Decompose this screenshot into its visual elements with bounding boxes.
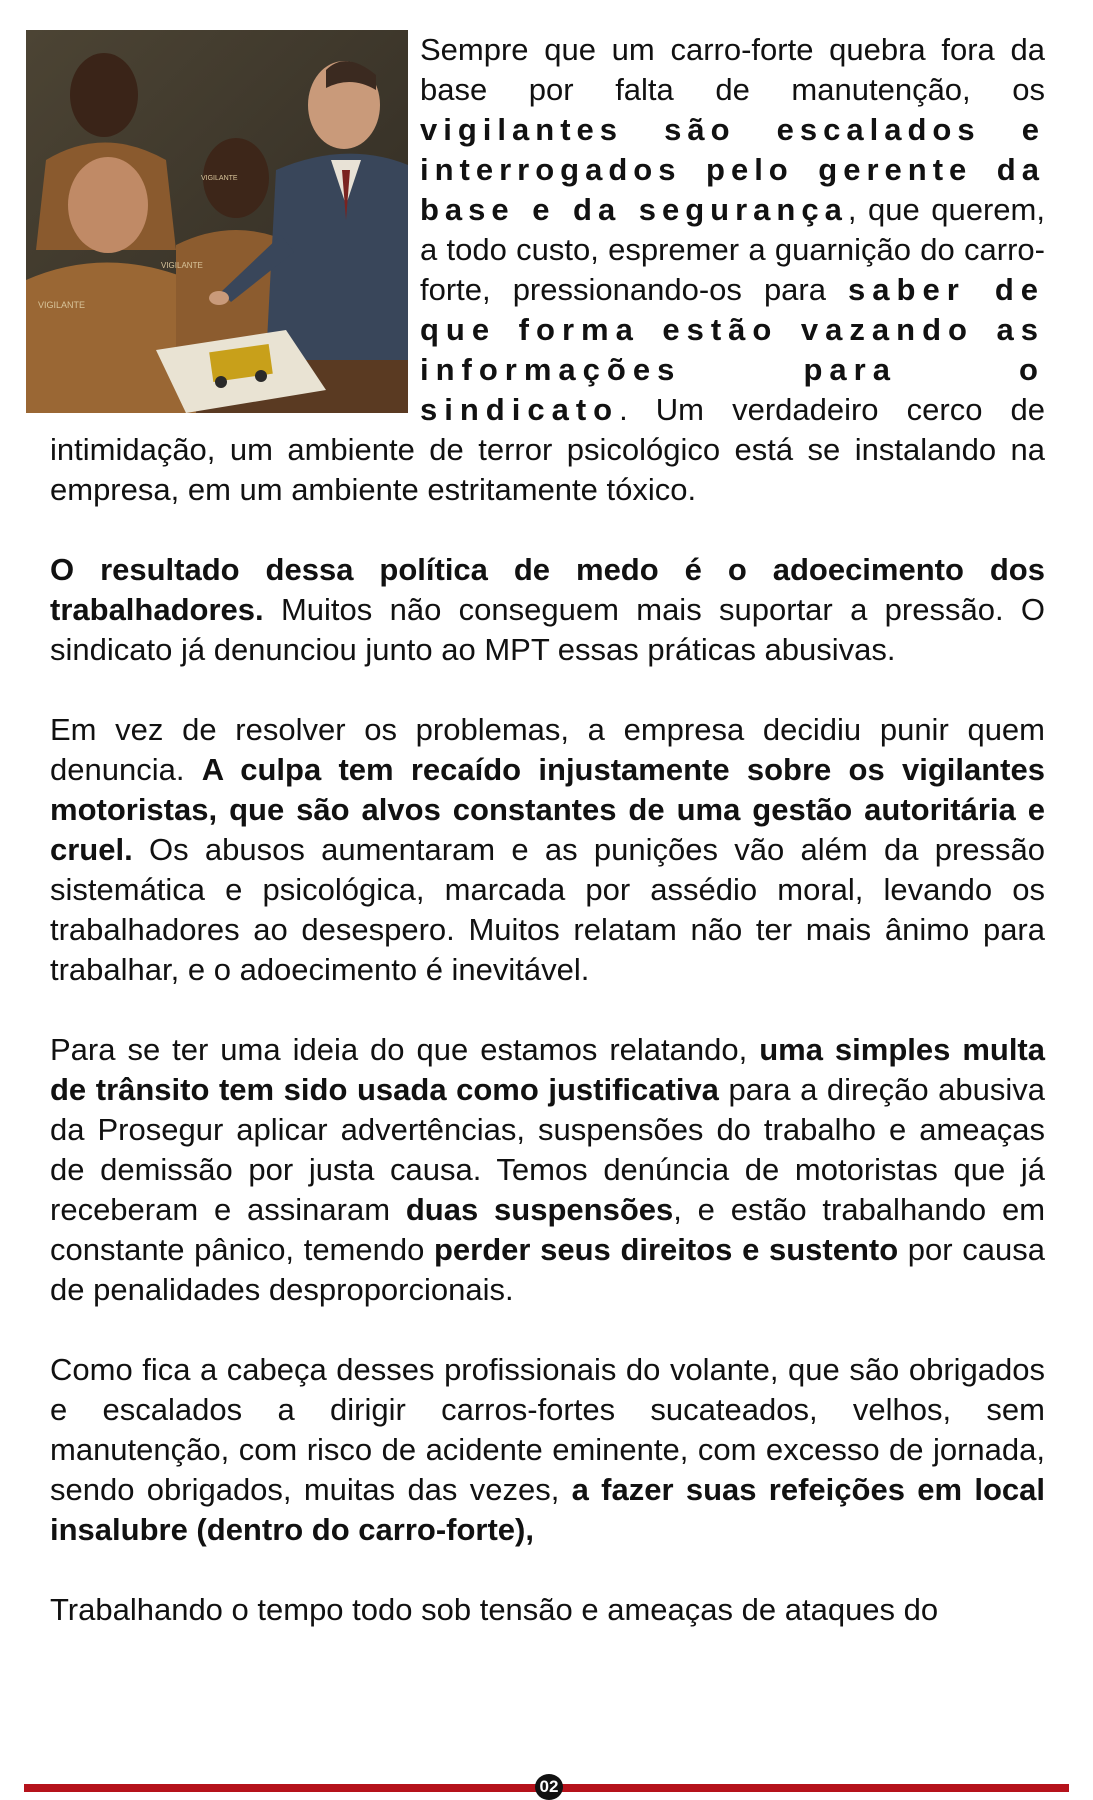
p3-text-1: Em vez de resolver os problemas, a empresa decidiu punir quem denuncia. <box>50 712 1045 787</box>
p2-text-1: Muitos não conseguem mais suportar a pressão. O sindicato já denunciou junto ao MPT essas práticas abusivas. <box>50 592 1045 667</box>
p4-text-3: , e estão trabalhando em constante pânico, temendo <box>50 1192 1046 1267</box>
paragraph-2 <box>50 550 1045 670</box>
article-body <box>38 30 1046 1630</box>
p4-text-4: por causa de penalidades desproporcionais. <box>50 1232 1045 1307</box>
paragraph-1 <box>38 30 1045 510</box>
p3-bold-1: A culpa tem recaído injustamente sobre os vigilantes motoristas, que são alvos constantes de uma gestão autoritária e cruel. <box>50 752 1045 867</box>
paragraph-4 <box>50 1030 1045 1310</box>
badge-label-left: VIGILANTE <box>38 300 86 310</box>
p1-text-1: Sempre que um carro-forte quebra fora da base por falta de manutenção, os <box>420 32 1045 107</box>
page-number-badge: 02 <box>535 1774 563 1800</box>
p3-text-2: Os abusos aumentaram e as punições vão além da pressão sistemática e psicológica, marcada por assédio moral, levando os trabalhadores ao desespero. Muitos relatam não ter mais ânimo para trabalhar, e o adoecimento é inevitável. <box>50 832 1045 987</box>
p4-bold-2: duas suspensões <box>405 1192 674 1227</box>
paragraph-6 <box>50 1590 1045 1630</box>
p1-bold-1: vigilantes são escalados e interrogados pelo gerente da base e da segurança <box>420 112 1045 227</box>
p2-bold-1: O resultado dessa política de medo é o adoecimento dos trabalhadores. <box>50 552 1045 627</box>
illustration-interrogation <box>26 30 408 413</box>
p1-bold-2: saber de que forma estão vazando as informações para o sindicato <box>420 272 1045 427</box>
p4-text-1: Para se ter uma ideia do que estamos relatando, <box>50 1032 760 1067</box>
p6-text-1: Trabalhando o tempo todo sob tensão e ameaças de ataques do <box>50 1592 939 1627</box>
paragraph-5 <box>50 1350 1045 1550</box>
paragraph-3 <box>50 710 1045 990</box>
p4-text-2: para a direção abusiva da Prosegur aplicar advertências, suspensões do trabalho e ameaças de demissão por justa causa. Temos denúncia de motoristas que já receberam e assinaram <box>50 1072 1046 1227</box>
badge-label-mid: VIGILANTE <box>161 261 203 270</box>
p4-bold-3: perder seus direitos e sustento <box>434 1232 899 1267</box>
p5-bold-1: a fazer suas refeições em local insalubre (dentro do carro-forte), <box>50 1472 1045 1547</box>
p4-bold-1: uma simples multa de trânsito tem sido usada como justificativa <box>50 1032 1045 1107</box>
p1-text-2: , que querem, a todo custo, espremer a guarnição do carro-forte, pressionando-os para <box>420 192 1045 307</box>
badge-label-top: VIGILANTE <box>201 175 238 182</box>
p1-text-3: . Um verdadeiro cerco de intimidação, um ambiente de terror psicológico está se instalando na empresa, em um ambiente estritamente tóxico. <box>50 392 1045 507</box>
p5-text-1: Como fica a cabeça desses profissionais do volante, que são obrigados e escalados a dirigir carros-fortes sucateados, velhos, sem manutenção, com risco de acidente eminente, com excesso de jornada, sendo obrigados, muitas das vezes, <box>50 1352 1045 1507</box>
